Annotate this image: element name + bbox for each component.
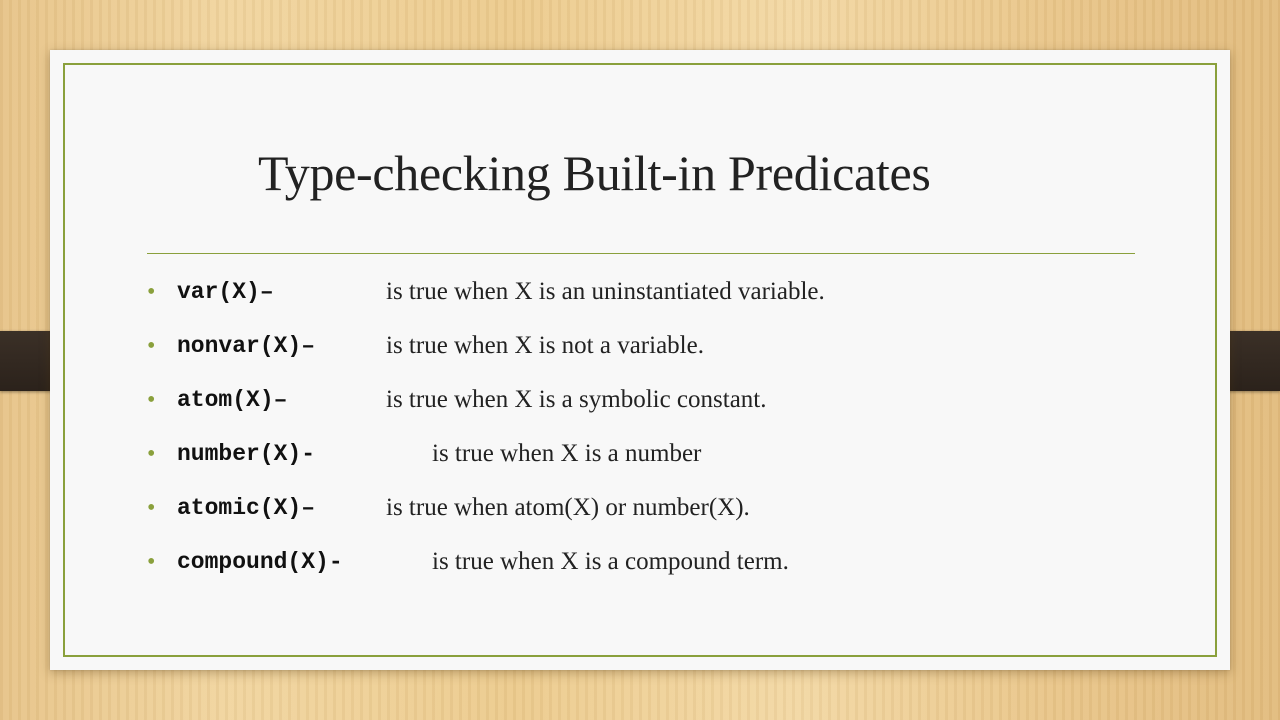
predicate-code: atom(X)– bbox=[177, 387, 288, 413]
bullet-icon: • bbox=[147, 333, 156, 359]
predicate-description: is true when X is a compound term. bbox=[432, 548, 789, 575]
slide-card bbox=[50, 50, 1230, 670]
predicate-code: atomic(X)– bbox=[177, 495, 316, 521]
bullet-icon: • bbox=[147, 549, 156, 575]
bullet-icon: • bbox=[147, 279, 156, 305]
predicate-code: nonvar(X)– bbox=[177, 333, 316, 359]
predicate-description: is true when X is a number bbox=[432, 440, 702, 467]
predicate-code: number(X)- bbox=[177, 441, 316, 467]
predicate-code: compound(X)- bbox=[177, 549, 343, 575]
title-divider bbox=[147, 253, 1135, 254]
predicate-code: var(X)– bbox=[177, 279, 274, 305]
bullet-icon: • bbox=[147, 387, 156, 413]
bullet-icon: • bbox=[147, 495, 156, 521]
bullet-icon: • bbox=[147, 441, 156, 467]
slide-title: Type-checking Built-in Predicates bbox=[258, 145, 931, 201]
predicate-description: is true when atom(X) or number(X). bbox=[386, 494, 750, 521]
predicate-description: is true when X is a symbolic constant. bbox=[386, 386, 767, 413]
predicate-description: is true when X is not a variable. bbox=[386, 332, 704, 359]
predicate-description: is true when X is an uninstantiated variable. bbox=[386, 278, 825, 305]
